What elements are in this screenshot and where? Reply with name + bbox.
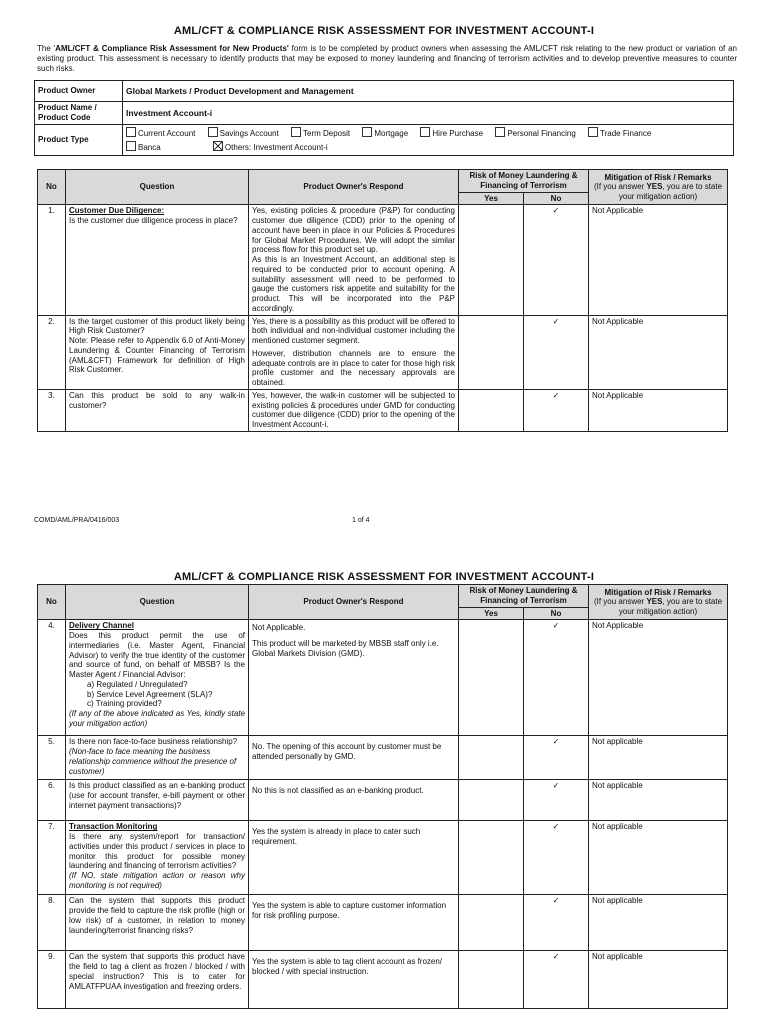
yes-cell xyxy=(459,780,524,821)
remark-cell: Not Applicable xyxy=(589,315,728,389)
respond-cell: Yes, however, the walk-in customer will be subjected to existing policies & procedures under GMD for conducting customer due diligence (CDD) prior to the opening of the Investment Account-i. xyxy=(249,389,459,431)
checkbox-current-account[interactable]: Current Account xyxy=(126,127,195,139)
checkbox-icon xyxy=(126,127,136,137)
checkbox-icon xyxy=(588,127,598,137)
header-respond: Product Owner's Respond xyxy=(249,170,459,205)
respond-cell: Yes, there is a possibility as this product will be offered to both individual and non-individual customer including the mentioned customer segment. However, distribution channels are to ensure the adequate controls are in place to cater for those high risk profile customer and the necessary approvals are obtained. xyxy=(249,315,459,389)
question-cell: Customer Due Diligence: Is the customer due diligence process in place? xyxy=(66,205,249,315)
header-question: Question xyxy=(66,585,249,620)
checkbox-icon xyxy=(495,127,505,137)
checked-checkbox-icon xyxy=(213,141,223,151)
respond-cell: Not Applicable. This product will be marketed by MBSB staff only i.e. Global Markets Division (GMD). xyxy=(249,620,459,736)
respond-cell: Yes the system is already in place to cater such requirement. xyxy=(249,821,459,895)
table-row xyxy=(38,736,728,780)
checkbox-icon xyxy=(291,127,301,137)
page-2 xyxy=(0,540,768,1024)
yes-cell xyxy=(459,315,524,389)
no-tick-cell: ✓ xyxy=(524,780,589,821)
table-row xyxy=(38,821,728,895)
question-cell: Is there non face-to-face business relationship? (Non-face to face meaning the business relationship commence without the presence of customer) xyxy=(66,736,249,780)
header-risk: Risk of Money Laundering & Financing of Terrorism xyxy=(459,585,589,608)
checkbox-savings-account[interactable]: Savings Account xyxy=(208,127,279,139)
yes-cell xyxy=(459,895,524,951)
row-number: 6. xyxy=(38,780,66,821)
remark-cell: Not Applicable xyxy=(589,389,728,431)
row-number: 9. xyxy=(38,951,66,1009)
no-tick-cell: ✓ xyxy=(524,736,589,780)
row-number: 4. xyxy=(38,620,66,736)
question-cell: Can the system that supports this product have the field to tag a client as frozen / blocked / with special instruction? This is to cater for AMLATFPUAA investigation and freezing orders. xyxy=(66,951,249,1009)
product-owner-label: Product Owner xyxy=(35,81,123,102)
respond-cell: Yes the system is able to tag client account as frozen/ blocked / with special instruction. xyxy=(249,951,459,1009)
remark-cell: Not Applicable xyxy=(589,205,728,315)
row-number: 7. xyxy=(38,821,66,895)
product-name-value: Investment Account-i xyxy=(123,102,734,125)
document-title: AML/CFT & COMPLIANCE RISK ASSESSMENT FOR INVESTMENT ACCOUNT-I xyxy=(173,25,595,37)
remark-cell: Not applicable xyxy=(589,736,728,780)
header-no: No xyxy=(38,585,66,620)
checkbox-hire-purchase[interactable]: Hire Purchase xyxy=(420,127,483,139)
no-tick-cell: ✓ xyxy=(524,821,589,895)
question-cell: Can this product be sold to any walk-in customer? xyxy=(66,389,249,431)
document-title-page-2: AML/CFT & COMPLIANCE RISK ASSESSMENT FOR INVESTMENT ACCOUNT-I xyxy=(173,571,595,583)
product-name-label: Product Name / Product Code xyxy=(35,102,123,125)
yes-cell xyxy=(459,389,524,431)
product-info-table xyxy=(34,80,734,156)
row-number: 3. xyxy=(38,389,66,431)
header-yes: Yes xyxy=(459,192,524,205)
footer-page-number: 1 of 4 xyxy=(352,517,370,524)
header-no-col: No xyxy=(524,192,589,205)
checkbox-icon xyxy=(126,141,136,151)
respond-cell: Yes, existing policies & procedure (P&P) for conducting customer due diligence (CDD) prior to the opening of account have been in place in our Policies & Procedures for Global Market Procedures. We will adopt the similar process flow for this product set up. As this is an Investment Account, an additional step is required to be conducted prior to account opening. A suitability assessment will need to be performed to gauge the customers risk appetite and suitability for the product. This will be incorporated into the P&P accordingly. xyxy=(249,205,459,315)
assessment-table-page-1 xyxy=(37,169,728,432)
table-row xyxy=(38,389,728,431)
respond-cell: No. The opening of this account by customer must be attended personally by GMD. xyxy=(249,736,459,780)
header-mitigation: Mitigation of Risk / Remarks (If you answer YES, you are to state your mitigation action) xyxy=(589,585,728,620)
yes-cell xyxy=(459,736,524,780)
row-number: 8. xyxy=(38,895,66,951)
table-row xyxy=(38,205,728,315)
checkbox-banca[interactable]: Banca xyxy=(126,141,161,153)
respond-cell: No this is not classified as an e-banking product. xyxy=(249,780,459,821)
checkbox-others[interactable]: Others: Investment Account-i xyxy=(213,141,328,153)
yes-cell xyxy=(459,951,524,1009)
remark-cell: Not applicable xyxy=(589,951,728,1009)
header-risk: Risk of Money Laundering & Financing of Terrorism xyxy=(459,170,589,193)
remark-cell: Not applicable xyxy=(589,821,728,895)
yes-cell xyxy=(459,620,524,736)
remark-cell: Not applicable xyxy=(589,895,728,951)
question-cell: Transaction Monitoring Is there any system/report for transaction/ activities under this product / services in place to monitor this product for possible money laundering and financing of terrorism activities? (If NO, state mitigation action or reason why monitoring is not required) xyxy=(66,821,249,895)
checkbox-icon xyxy=(208,127,218,137)
yes-cell xyxy=(459,821,524,895)
question-cell: Is the target customer of this product likely being High Risk Customer? Note: Please refer to Appendix 6.0 of Anti-Money Laundering & Counter Financing of Terrorism (AML&CFT) Framework for definition of High Risk Customer. xyxy=(66,315,249,389)
product-type-label: Product Type xyxy=(35,124,123,155)
table-row xyxy=(38,780,728,821)
intro-paragraph: The 'AML/CFT & Compliance Risk Assessment for New Products' form is to be completed by product owners when assessing the AML/CFT risk relating to the new product or variation of an existing product. This assessment is necessary to identify products that may be exposed to money laundering and financing of terrorism activities and to develop preventive measures to counter such risks. xyxy=(37,44,737,73)
header-no-col: No xyxy=(524,607,589,620)
table-row xyxy=(38,620,728,736)
header-question: Question xyxy=(66,170,249,205)
question-cell: Can the system that supports this product provide the field to capture the risk profile (high or low risk) of a customer, in relation to money laundering/terrorist financing risks? xyxy=(66,895,249,951)
row-number: 5. xyxy=(38,736,66,780)
footer-document-code: COMD/AML/PRA/0416/003 xyxy=(34,517,120,524)
product-type-options xyxy=(123,124,734,155)
checkbox-personal-financing[interactable]: Personal Financing xyxy=(495,127,575,139)
row-number: 1. xyxy=(38,205,66,315)
no-tick-cell: ✓ xyxy=(524,620,589,736)
checkbox-term-deposit[interactable]: Term Deposit xyxy=(291,127,350,139)
yes-cell xyxy=(459,205,524,315)
header-respond: Product Owner's Respond xyxy=(249,585,459,620)
no-tick-cell: ✓ xyxy=(524,389,589,431)
checkbox-icon xyxy=(362,127,372,137)
table-row xyxy=(38,951,728,1009)
row-number: 2. xyxy=(38,315,66,389)
checkbox-icon xyxy=(420,127,430,137)
table-row xyxy=(38,315,728,389)
table-row xyxy=(38,895,728,951)
no-tick-cell: ✓ xyxy=(524,315,589,389)
question-cell: Is this product classified as an e-banking product (use for account transfer, e-bill payment or other internet payment transactions)? xyxy=(66,780,249,821)
checkbox-mortgage[interactable]: Mortgage xyxy=(362,127,408,139)
no-tick-cell: ✓ xyxy=(524,951,589,1009)
no-tick-cell: ✓ xyxy=(524,895,589,951)
no-tick-cell: ✓ xyxy=(524,205,589,315)
assessment-table-page-2 xyxy=(37,584,728,1009)
checkbox-trade-finance[interactable]: Trade Finance xyxy=(588,127,651,139)
header-yes: Yes xyxy=(459,607,524,620)
question-cell: Delivery Channel Does this product permit the use of intermediaries (i.e. Master Agent, Financial Advisor) to verify the true identity of the customer and source of fund, on behalf of MBSB? Is the Master Agent / Financial Advisor: a) Regulated / Unregulated? b) Service Level Agreement (SLA)? c) Training provided? (If any of the above indicated as Yes, kindly state your mitigation action) xyxy=(66,620,249,736)
respond-cell: Yes the system is able to capture customer information for risk profiling purpose. xyxy=(249,895,459,951)
remark-cell: Not Applicable xyxy=(589,620,728,736)
product-owner-value: Global Markets / Product Development and Management xyxy=(123,81,734,102)
header-no: No xyxy=(38,170,66,205)
remark-cell: Not applicable xyxy=(589,780,728,821)
header-mitigation: Mitigation of Risk / Remarks (If you answer YES, you are to state your mitigation action) xyxy=(589,170,728,205)
